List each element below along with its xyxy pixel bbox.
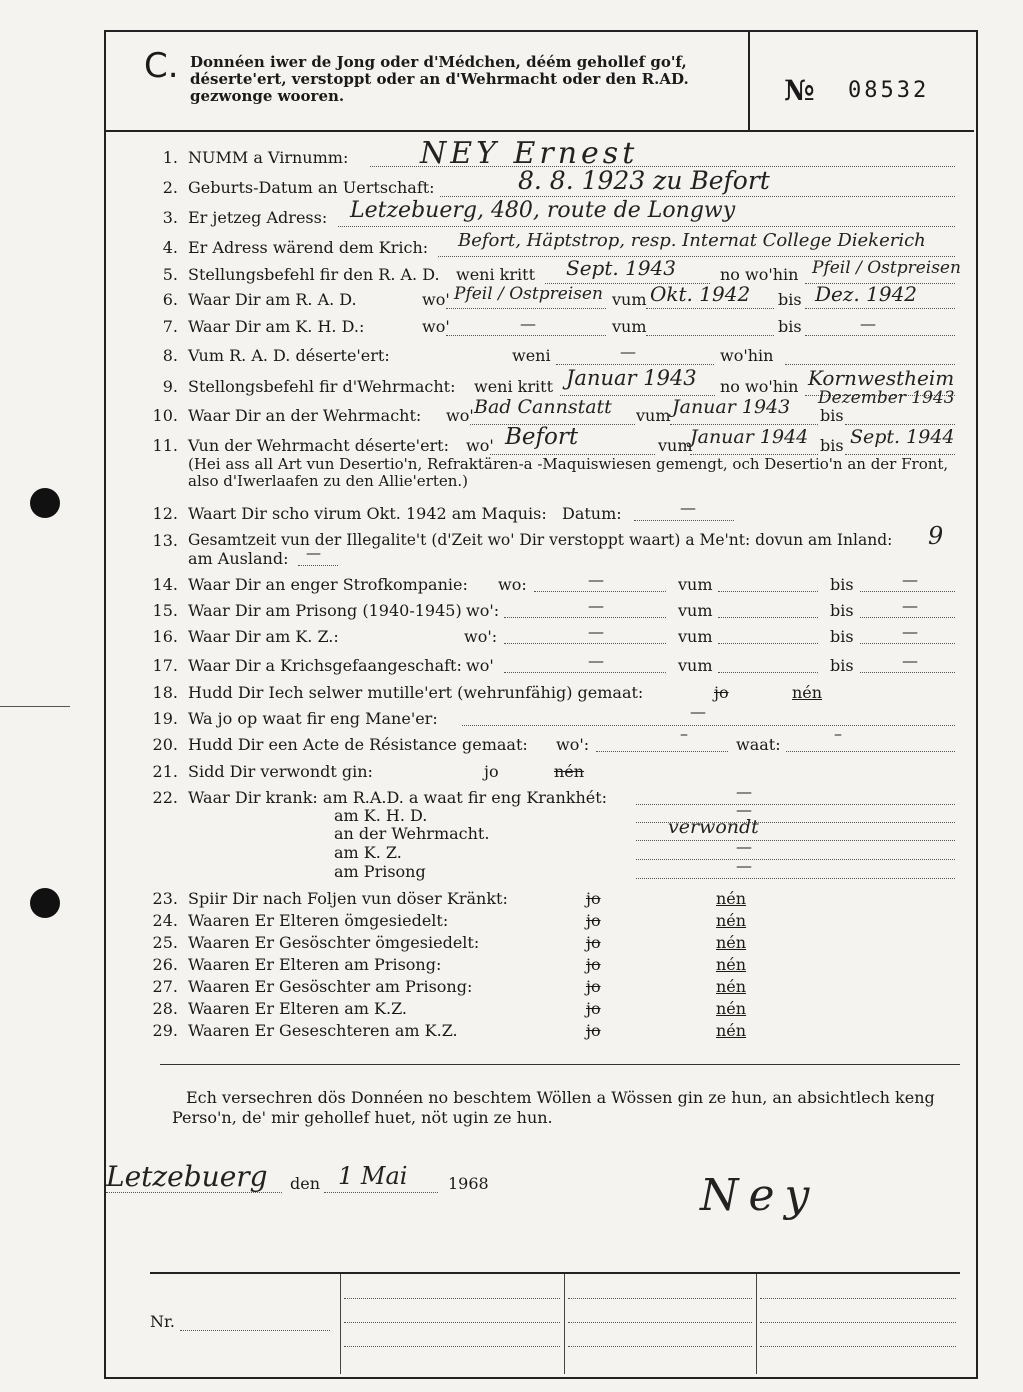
vum-label: vum: [612, 317, 647, 336]
option-jo[interactable]: jo: [586, 955, 601, 974]
item-number: 10.: [152, 406, 178, 425]
field-war-address[interactable]: Befort, Häptstrop, resp. Internat College Diekerich: [458, 230, 926, 251]
sick-sub-label: am K. Z.: [334, 843, 402, 862]
field-wm-where[interactable]: Bad Cannstatt: [474, 396, 612, 418]
option-jo[interactable]: jo: [714, 683, 729, 702]
footer-column-divider: [756, 1274, 757, 1374]
item-label: Waar Dir am K. H. D.:: [188, 317, 365, 336]
item-label: Er Adress wärend dem Krich:: [188, 238, 429, 257]
bis-label: bis: [830, 627, 854, 646]
field-pow-to[interactable]: —: [902, 651, 918, 670]
footer-line: [760, 1346, 956, 1347]
fill-line: [860, 591, 955, 592]
vum-label: vum: [678, 627, 713, 646]
footer-line: [760, 1322, 956, 1323]
option-nen[interactable]: nén: [716, 933, 747, 952]
signature-year: 1968: [448, 1174, 489, 1193]
fill-line: [646, 335, 774, 336]
wo-label: wo:: [498, 575, 527, 594]
item-number: 26.: [152, 955, 178, 974]
item-label: Waart Dir scho virum Okt. 1942 am Maquis:: [188, 504, 547, 523]
bis-label: bis: [830, 575, 854, 594]
where-label: no wo'hin: [720, 377, 799, 396]
field-khd-where[interactable]: —: [520, 314, 536, 333]
fill-line: [298, 565, 338, 566]
field-wm-from[interactable]: Januar 1943: [672, 396, 791, 418]
waat-label: waat:: [736, 735, 781, 754]
item-label: Waar Dir am Prisong (1940-1945): [188, 601, 462, 620]
punch-hole-bottom: [30, 888, 60, 918]
field-wm-to[interactable]: Dezember 1943: [818, 388, 955, 408]
field-manner[interactable]: —: [690, 702, 706, 721]
option-jo[interactable]: jo: [586, 911, 601, 930]
item-label: NUMM a Virnumm:: [188, 148, 349, 167]
fill-line: [634, 520, 734, 521]
item-number: 16.: [152, 627, 178, 646]
header-rule: [104, 130, 974, 132]
field-sick-kz[interactable]: —: [736, 837, 752, 856]
item-number: 4.: [162, 238, 178, 257]
fill-line: [646, 308, 774, 309]
vum-label: vum: [678, 575, 713, 594]
sick-sub-label: an der Wehrmacht.: [334, 824, 490, 843]
wo-label: wo': [422, 317, 450, 336]
fill-line: [845, 424, 955, 425]
item-label: Stellongsbefehl fir d'Wehrmacht:: [188, 377, 456, 396]
section-divider: [160, 1064, 960, 1065]
item-number: 23.: [152, 889, 178, 908]
fill-line: [596, 751, 728, 752]
fill-line: [324, 1192, 438, 1193]
item-number: 25.: [152, 933, 178, 952]
fill-line: [338, 226, 955, 227]
option-nen[interactable]: nén: [716, 911, 747, 930]
den-label: den: [290, 1174, 321, 1193]
fill-line: [636, 878, 955, 879]
field-prisong-where[interactable]: —: [588, 596, 604, 615]
field-rad-from[interactable]: Okt. 1942: [650, 282, 751, 306]
option-nen[interactable]: nén: [716, 977, 747, 996]
fill-line: [718, 643, 818, 644]
fill-line: [636, 804, 955, 805]
signature-place[interactable]: Letzebuerg: [106, 1160, 268, 1193]
fill-line: [860, 643, 955, 644]
option-jo[interactable]: jo: [586, 999, 601, 1018]
fill-line: [556, 364, 714, 365]
footer-line: [344, 1322, 560, 1323]
when-label: weni kritt: [456, 265, 535, 284]
fill-line: [636, 840, 955, 841]
fill-line: [636, 859, 955, 860]
footer-line: [568, 1346, 752, 1347]
field-rad-desert-when[interactable]: —: [620, 342, 636, 361]
vum-label: vum: [612, 290, 647, 309]
wo-label: wo': [466, 656, 494, 675]
bis-label: bis: [820, 406, 844, 425]
wo-label: wo': [446, 406, 474, 425]
item11-note: (Hei ass all Art vun Desertio'n, Refraktären-a -Maquiswiesen gemengt, och Desertio'n an der Front, also d'Iwerlaafen zu den Allie'erten.): [188, 455, 949, 490]
item-label: Waaren Er Elteren am K.Z.: [188, 999, 408, 1018]
fill-line: [860, 672, 955, 673]
field-desert-where[interactable]: Befort: [505, 424, 579, 450]
item-number: 13.: [152, 531, 178, 550]
option-jo[interactable]: jo: [586, 1021, 601, 1040]
item-number: 5.: [162, 265, 178, 284]
fill-line: [446, 335, 606, 336]
field-wm-order-when[interactable]: Januar 1943: [566, 366, 697, 390]
fill-line: [805, 335, 955, 336]
where-label: no wo'hin: [720, 265, 799, 284]
wo-label: wo': [466, 436, 494, 455]
vum-label: vum: [678, 656, 713, 675]
footer-line: [180, 1330, 330, 1331]
option-jo[interactable]: jo: [586, 933, 601, 952]
wo-label: wo':: [464, 627, 498, 646]
fill-line: [718, 591, 818, 592]
field-khd-to[interactable]: —: [860, 314, 876, 333]
option-nen[interactable]: nén: [716, 955, 747, 974]
item-number: 22.: [152, 788, 178, 807]
item-number: 2.: [162, 178, 178, 197]
footer-column-divider: [340, 1274, 341, 1374]
field-kz-to[interactable]: —: [902, 622, 918, 641]
item-label: Hudd Dir Iech selwer mutille'ert (wehrunfähig) gemaat:: [188, 683, 644, 702]
field-maquis-date[interactable]: —: [680, 498, 696, 517]
field-desert-from[interactable]: Januar 1944: [690, 426, 809, 448]
when-label: weni: [512, 346, 551, 365]
where-label: wo'hin: [720, 346, 774, 365]
field-kz-where[interactable]: —: [588, 622, 604, 641]
vum-label: vum: [678, 601, 713, 620]
fill-line: [860, 617, 955, 618]
signature-date[interactable]: 1 Mai: [338, 1162, 408, 1190]
footer-line: [344, 1298, 560, 1299]
field-name[interactable]: NEY Ernest: [420, 136, 639, 171]
item-number: 17.: [152, 656, 178, 675]
field-inland-months[interactable]: 9: [928, 522, 944, 550]
item-number: 9.: [162, 377, 178, 396]
section-letter: C.: [144, 46, 179, 86]
option-jo[interactable]: jo: [586, 889, 601, 908]
item-label: Waaren Er Elteren am Prisong:: [188, 955, 442, 974]
item-label: Sidd Dir verwondt gin:: [188, 762, 373, 781]
item-number: 29.: [152, 1021, 178, 1040]
bis-label: bis: [830, 656, 854, 675]
field-sick-prisong[interactable]: —: [736, 856, 752, 875]
signature[interactable]: Ney: [700, 1170, 820, 1221]
item-label: Waaren Er Gesöschter ömgesiedelt:: [188, 933, 480, 952]
field-resistance-where[interactable]: –: [680, 724, 688, 743]
field-address[interactable]: Letzebuerg, 480, route de Longwy: [350, 198, 736, 223]
item-number: 8.: [162, 346, 178, 365]
fill-line: [440, 196, 955, 197]
option-nen[interactable]: nén: [792, 683, 823, 702]
fill-line: [785, 364, 955, 365]
fill-line: [670, 424, 818, 425]
footer-line: [344, 1346, 560, 1347]
fill-line: [438, 256, 955, 257]
item-number: 21.: [152, 762, 178, 781]
field-resistance-what[interactable]: –: [834, 724, 842, 743]
item-number: 19.: [152, 709, 178, 728]
item-label: Waar Dir an enger Strofkompanie:: [188, 575, 468, 594]
fill-line: [786, 751, 955, 752]
item-label: Stellungsbefehl fir den R. A. D.: [188, 265, 440, 284]
field-sick-khd[interactable]: —: [736, 800, 752, 819]
footer-nr-label: Nr.: [150, 1312, 175, 1331]
footer-rule: [150, 1272, 960, 1274]
option-nen[interactable]: nén: [554, 762, 585, 781]
declaration-text: Ech versechren dös Donnéen no beschtem Wöllen a Wössen gin ze hun, an absichtlech keng Perso'n, de' mir gehollef huet, nöt ugin ze hun.: [172, 1088, 935, 1127]
footer-line: [568, 1298, 752, 1299]
field-sick-rad[interactable]: —: [736, 782, 752, 801]
item-number: 18.: [152, 683, 178, 702]
vum-label: vum: [658, 436, 693, 455]
item-label: Gesamtzeit vun der Illegalite't (d'Zeit wo' Dir verstoppt waart) a Me'nt: dovun am Inland:: [188, 531, 893, 549]
item-number: 14.: [152, 575, 178, 594]
item-number: 6.: [162, 290, 178, 309]
field-rad-to[interactable]: Dez. 1942: [815, 282, 918, 306]
item-label: Vum R. A. D. déserte'ert:: [188, 346, 390, 365]
header-divider: [748, 30, 750, 130]
when-label: weni kritt: [474, 377, 553, 396]
item-label: Wa jo op waat fir eng Mane'er:: [188, 709, 438, 728]
fill-line: [462, 725, 955, 726]
footer-line: [568, 1322, 752, 1323]
item-number: 15.: [152, 601, 178, 620]
number-symbol: №: [784, 74, 815, 107]
field-strof-where[interactable]: —: [588, 570, 604, 589]
field-rad-where[interactable]: Pfeil / Ostpreisen: [454, 284, 603, 304]
footer-line: [760, 1298, 956, 1299]
field-birth[interactable]: 8. 8. 1923 zu Befort: [518, 166, 770, 195]
field-ausland-months[interactable]: —: [306, 544, 321, 562]
item-number: 7.: [162, 317, 178, 336]
option-nen[interactable]: nén: [716, 1021, 747, 1040]
field-wm-order-where[interactable]: Kornwestheim: [808, 366, 955, 390]
item-label: Waar Dir am K. Z.:: [188, 627, 339, 646]
item-label: Waaren Er Elteren ömgesiedelt:: [188, 911, 449, 930]
fold-mark-left: [0, 706, 70, 707]
item-label: Waaren Er Gesöschter am Prisong:: [188, 977, 473, 996]
item-label: Spiir Dir nach Foljen vun döser Kränkt:: [188, 889, 508, 908]
sick-sub-label: am K. H. D.: [334, 806, 428, 825]
field-strof-to[interactable]: —: [902, 570, 918, 589]
wo-label: wo':: [466, 601, 500, 620]
header-title: Donnéen iwer de Jong oder d'Médchen, déém gehollef go'f, déserte'ert, verstoppt oder an d'Wehrmacht oder den R.AD. gezwonge wooren.: [190, 53, 689, 105]
bis-label: bis: [778, 290, 802, 309]
sick-sub-label: am Prisong: [334, 862, 426, 881]
bis-label: bis: [820, 436, 844, 455]
wo-label: wo':: [556, 735, 590, 754]
item-number: 12.: [152, 504, 178, 523]
item-label: Waar Dir an der Wehrmacht:: [188, 406, 422, 425]
field-pow-where[interactable]: —: [588, 651, 604, 670]
item-number: 11.: [152, 436, 178, 455]
form-header: [104, 30, 974, 130]
item-number: 28.: [152, 999, 178, 1018]
fill-line: [718, 617, 818, 618]
item-label: Waar Dir krank: am R.A.D. a waat fir eng Krankhét:: [188, 788, 608, 807]
fill-line: [805, 308, 955, 309]
item-label-ausland: am Ausland:: [188, 549, 289, 568]
item-label: Geburts-Datum an Uertschaft:: [188, 178, 435, 197]
item-label: Waar Dir am R. A. D.: [188, 290, 357, 309]
wo-label: wo': [422, 290, 450, 309]
fill-line: [534, 591, 666, 592]
datum-label: Datum:: [562, 504, 622, 523]
field-rad-order-when[interactable]: Sept. 1943: [566, 256, 676, 280]
punch-hole-top: [30, 488, 60, 518]
option-nen[interactable]: nén: [716, 999, 747, 1018]
fill-line: [504, 643, 666, 644]
footer-column-divider: [564, 1274, 565, 1374]
vum-label: vum: [636, 406, 671, 425]
item-label: Waaren Er Geseschteren am K.Z.: [188, 1021, 458, 1040]
item-number: 1.: [162, 148, 178, 167]
fill-line: [446, 308, 606, 309]
fill-line: [504, 617, 666, 618]
item-label: Waar Dir a Krichsgefaangeschaft:: [188, 656, 462, 675]
form-number: 08532: [848, 78, 930, 103]
field-prisong-to[interactable]: —: [902, 596, 918, 615]
item-label: Er jetzeg Adress:: [188, 208, 328, 227]
item-number: 20.: [152, 735, 178, 754]
fill-line: [718, 672, 818, 673]
item-label: Hudd Dir een Acte de Résistance gemaat:: [188, 735, 528, 754]
option-jo[interactable]: jo: [484, 762, 499, 781]
bis-label: bis: [778, 317, 802, 336]
option-nen[interactable]: nén: [716, 889, 747, 908]
item-number: 27.: [152, 977, 178, 996]
field-sick-wehrmacht[interactable]: verwondt: [668, 816, 759, 838]
field-rad-order-where[interactable]: Pfeil / Ostpreisen: [812, 258, 961, 278]
fill-line: [106, 1192, 282, 1193]
bis-label: bis: [830, 601, 854, 620]
item-number: 24.: [152, 911, 178, 930]
item-label: Vun der Wehrmacht déserte'ert:: [188, 436, 449, 455]
item-number: 3.: [162, 208, 178, 227]
fill-line: [504, 672, 666, 673]
option-jo[interactable]: jo: [586, 977, 601, 996]
field-desert-to[interactable]: Sept. 1944: [850, 426, 955, 448]
